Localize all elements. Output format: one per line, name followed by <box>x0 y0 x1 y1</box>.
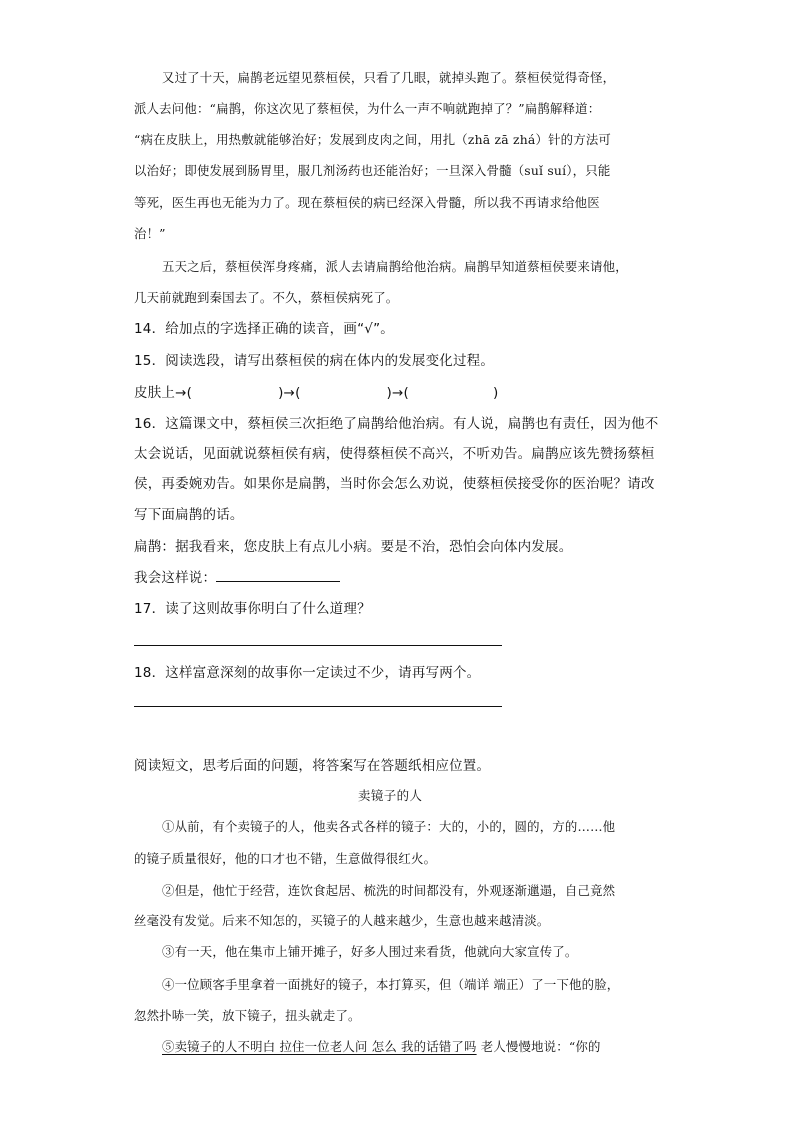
question-18-answer-line[interactable] <box>134 706 502 707</box>
passage1-line-8: 几天前就跑到秦国去了。不久，蔡桓侯病死了。 <box>134 290 399 305</box>
question-16-line-2: 太会说话，见面就说蔡桓侯有病，使得蔡桓侯不高兴，不听劝告。扁鹊应该先赞扬蔡桓 <box>134 446 655 462</box>
section2-paragraph-line-7: 忽然扑哧一笑，放下镜子，扭头就走了。 <box>134 1008 361 1023</box>
answer-label: 我会这样说： <box>134 570 217 586</box>
section2-instruction: 阅读短文，思考后面的问题，将答案写在答题纸相应位置。 <box>134 758 491 774</box>
passage1-line-4: 以治好；即使发展到肠胃里，服几剂汤药也还能治好；一旦深入骨髓（suǐ suí），只能 <box>134 163 611 178</box>
question-15: 15．阅读选段，请写出蔡桓侯的病在体内的发展变化过程。 <box>134 353 495 369</box>
fill-arrow-2: )→( <box>386 385 409 401</box>
passage1-line-2: 派人去问他：“扁鹊，你这次见了蔡桓侯，为什么一声不响就跑掉了？”扁鹊解释道： <box>134 101 601 116</box>
section2-paragraph-line-3: ②但是，他忙于经营，连饮食起居、梳洗的时间都没有，外观逐渐邋遢，自己竟然 <box>162 883 616 898</box>
question-16-quote: 扁鹊：据我看来，您皮肤上有点儿小病。要是不治，恐怕会向体内发展。 <box>134 539 573 555</box>
passage1-line-3: “病在皮肤上，用热敷就能够治好；发展到皮肉之间，用扎（zhā zā zhá）针的方法可 <box>134 132 612 147</box>
passage1-line-6: 治！” <box>134 226 166 241</box>
section2-paragraph-line-2: 的镜子质量很好，他的口才也不错，生意做得很红火。 <box>134 851 437 866</box>
paragraph-5-rest: 老人慢慢地说：“你的 <box>476 1039 601 1054</box>
question-16-line-4: 写下面扁鹊的话。 <box>134 507 244 523</box>
question-18: 18．这样富意深刻的故事你一定读过不少，请再写两个。 <box>134 665 481 681</box>
passage1-line-5: 等死，医生再也无能为力了。现在蔡桓侯的病已经深入骨髓，所以我不再请求给他医 <box>134 195 600 210</box>
section2-paragraph-line-6: ④一位顾客手里拿着一面挑好的镜子，本打算买，但（端详 端正）了一下他的脸， <box>162 977 620 992</box>
section2-paragraph-line-1: ①从前，有个卖镜子的人，他卖各式各样的镜子：大的，小的，圆的，方的……他 <box>162 819 616 834</box>
section2-title: 卖镜子的人 <box>358 788 423 803</box>
fill-start: 皮肤上→( <box>134 385 193 401</box>
section2-paragraph-5 <box>162 1037 601 1055</box>
fill-arrow-1: )→( <box>278 385 301 401</box>
question-16-line-1: 16．这篇课文中，蔡桓侯三次拒绝了扁鹊给他治病。有人说，扁鹊也有责任，因为他不 <box>134 416 659 432</box>
question-15-fill-in <box>134 381 498 401</box>
fill-end: ) <box>493 385 499 401</box>
question-17: 17．读了这则故事你明白了什么道理？ <box>134 601 371 617</box>
passage1-line-1: 又过了十天，扁鹊老远望见蔡桓侯，只看了几眼，就掉头跑了。蔡桓侯觉得奇怪， <box>162 70 616 85</box>
question-14: 14．给加点的字选择正确的读音，画“√”。 <box>134 321 394 337</box>
question-17-answer-line[interactable] <box>134 645 502 646</box>
answer-blank[interactable] <box>216 567 340 582</box>
question-16-answer <box>134 566 340 586</box>
section2-paragraph-line-5: ③有一天，他在集市上铺开摊子，好多人围过来看货，他就向大家宣传了。 <box>162 944 578 959</box>
question-16-line-3: 侯，再委婉劝告。如果你是扁鹊，当时你会怎么劝说，使蔡桓侯接受你的医治呢？请改 <box>134 476 655 492</box>
section2-paragraph-line-4: 丝毫没有发觉。后来不知怎的，买镜子的人越来越少，生意也越来越清淡。 <box>134 913 550 928</box>
passage1-line-7: 五天之后，蔡桓侯浑身疼痛，派人去请扁鹊给他治病。扁鹊早知道蔡桓侯要来请他， <box>162 259 628 274</box>
paragraph-5-underlined: ⑤卖镜子的人不明白 拉住一位老人问 怎么 我的话错了吗 <box>162 1039 477 1054</box>
